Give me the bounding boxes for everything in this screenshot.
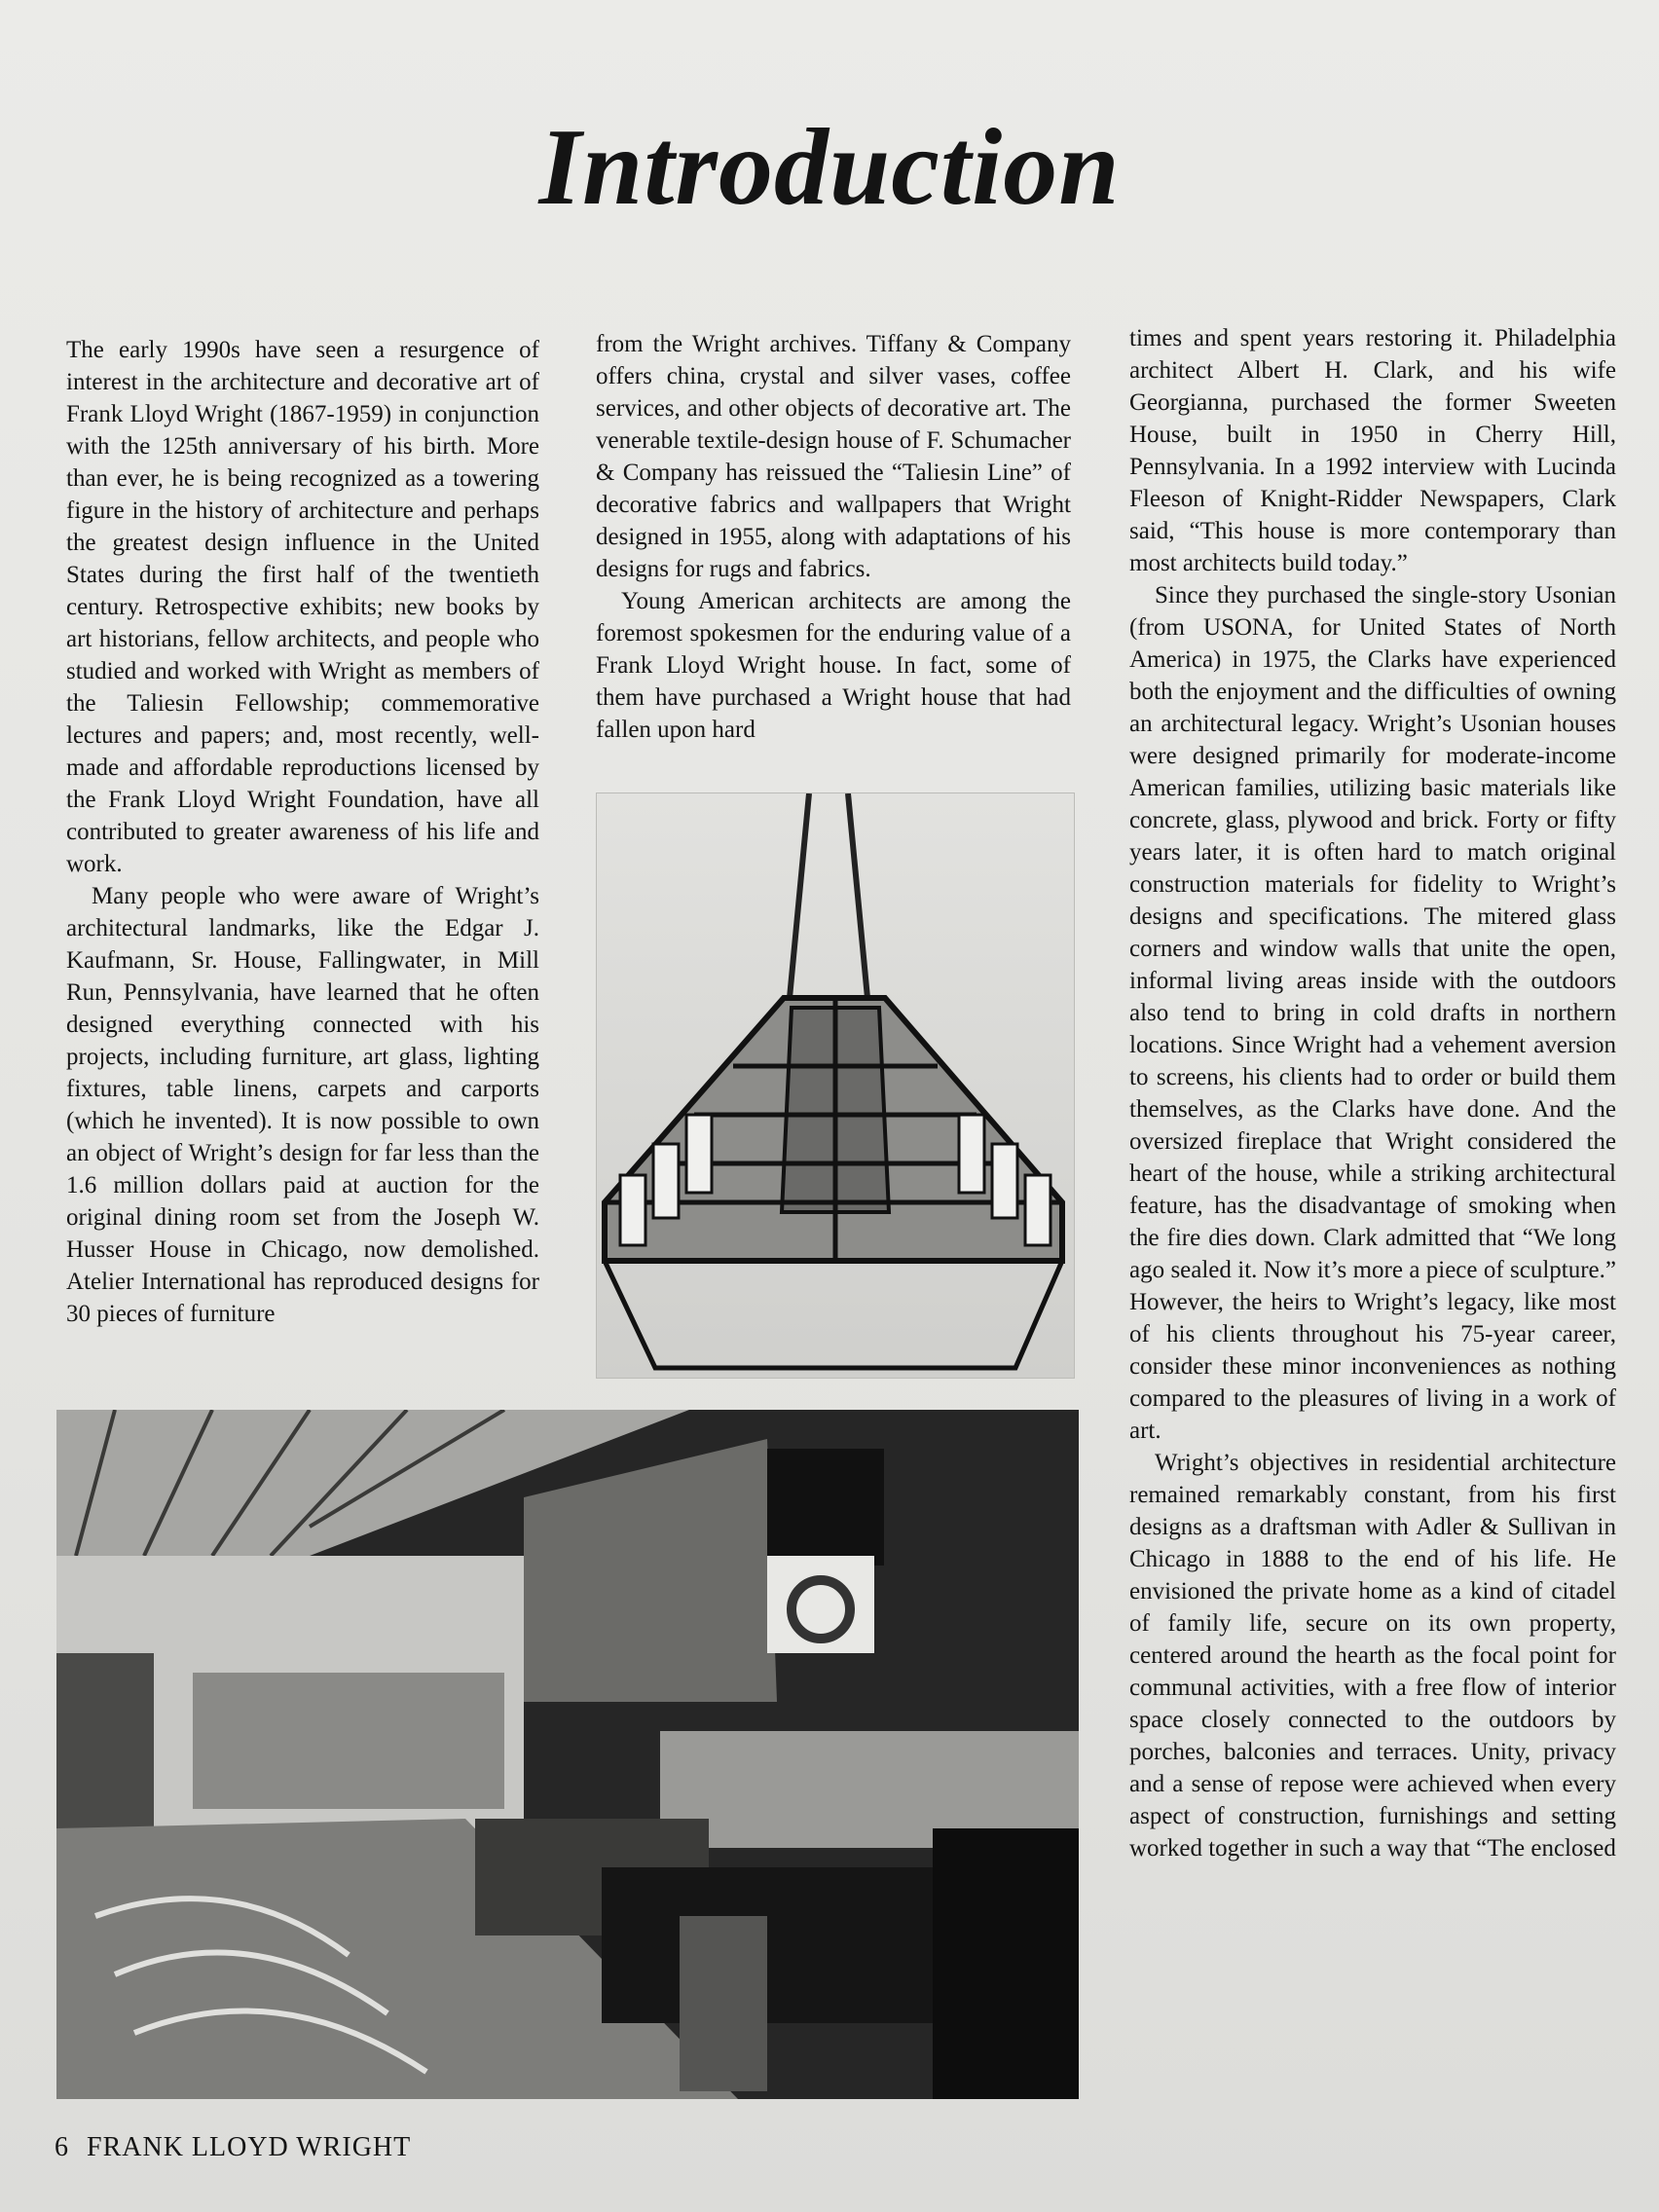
page-number: 6 <box>55 2132 69 2162</box>
interior-photo <box>56 1410 1079 2099</box>
lamp-photo <box>596 793 1075 1379</box>
paragraph: Young American architects are among the foremost spokesmen for the enduring value of a Frank Lloyd Wright house. In fact, some of them have purchased a Wright house that had fallen upon hard <box>596 588 1071 743</box>
text-column-3 <box>1129 322 1616 1864</box>
paragraph: Wright’s objectives in residential architecture remained remarkably constant, from his first designs as a draftsman with Adler & Sullivan in Chicago in 1888 to the end of his life. He envisioned the private home as a kind of citadel of family life, secure on its own property, centered around the hearth as the focal point for communal activities, with a free flow of interior space closely connected to the outdoors by porches, balconies and terraces. Unity, privacy and a sense of repose were achieved when every aspect of construction, furnishings and setting worked together in such a way that “The enclosed <box>1129 1450 1616 1862</box>
text-column-2 <box>596 328 1071 746</box>
paragraph: times and spent years restoring it. Philadelphia architect Albert H. Clark, and his wife Georgianna, purchased the former Sweeten House, built in 1950 in Cherry Hill, Pennsylvania. In a 1992 interview with Lucinda Fleeson of Knight-Ridder Newspapers, Clark said, “This house is more contemporary than most architects build today.” <box>1129 325 1616 576</box>
text-column-1 <box>66 334 539 1330</box>
page-title: Introduction <box>538 107 1121 228</box>
paragraph: Many people who were aware of Wright’s architectural landmarks, like the Edgar J. Kaufmann, Sr. House, Fallingwater, in Mill Run, Pennsylvania, have learned that he often designed everything connected with his projects, including furniture, art glass, lighting fixtures, table linens, carpets and carports (which he invented). It is now possible to own an object of Wright’s design for far less than the 1.6 million dollars paid at auction for the original dining room set from the Joseph W. Husser House in Chicago, now demolished. Atelier International has reproduced designs for 30 pieces of furniture <box>66 883 539 1327</box>
running-title: FRANK LLOYD WRIGHT <box>87 2132 412 2162</box>
paragraph: The early 1990s have seen a resurgence of interest in the architecture and decorative art of Frank Lloyd Wright (1867-1959) in conjunction with the 125th anniversary of his birth. More than ever, he is being recognized as a towering figure in the history of architecture and perhaps the greatest design influence in the United States during the first half of the twentieth century. Retrospective exhibits; new books by art historians, fellow architects, and people who studied and worked with Wright as members of the Taliesin Fellowship; commemorative lectures and papers; and, most recently, well-made and affordable reproductions licensed by the Frank Lloyd Wright Foundation, have all contributed to greater awareness of his life and work. <box>66 337 539 877</box>
paragraph: Since they purchased the single-story Usonian (from USONA, for United States of North America) in 1975, the Clarks have experienced both the enjoyment and the difficulties of owning an architectural legacy. Wright’s Usonian houses were designed primarily for moderate-income American families, utilizing basic materials like concrete, glass, plywood and brick. Forty or fifty years later, it is often hard to match original construction materials for fidelity to Wright’s designs and specifications. The mitered glass corners and window walls that unite the open, informal living areas inside with the outdoors also tend to bring in cold drafts in northern locations. Since Wright had a vehement aversion to screens, his clients had to order or build them themselves, as the Clarks have done. And the oversized fireplace that Wright considered the heart of the house, while a striking architectural feature, has the disadvantage of smoking when the fire dies down. Clark admitted that “We long ago sealed it. Now it’s more a piece of sculpture.” However, the heirs to Wright’s legacy, like most of his clients throughout his 75-year career, consider these minor inconveniences as nothing compared to the pleasures of living in a work of art. <box>1129 582 1616 1444</box>
page-footer <box>55 2132 411 2163</box>
paragraph: from the Wright archives. Tiffany & Company offers china, crystal and silver vases, coffee services, and other objects of decorative art. The venerable textile-design house of F. Schumacher & Company has reissued the “Taliesin Line” of decorative fabrics and wallpapers that Wright designed in 1955, along with adaptations of his designs for rugs and fabrics. <box>596 331 1071 582</box>
